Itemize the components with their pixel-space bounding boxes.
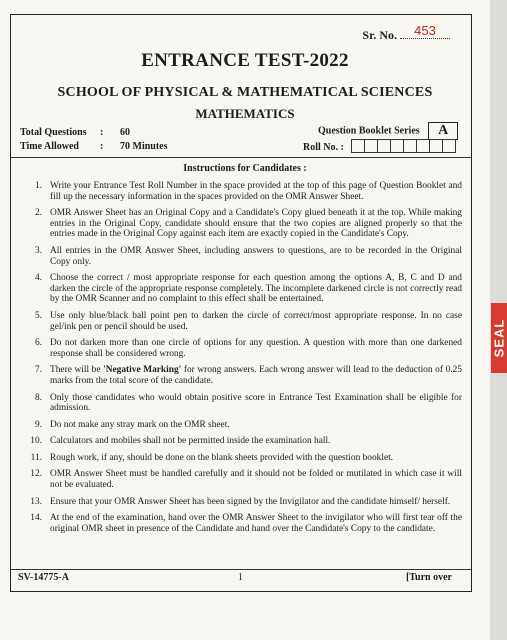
instruction-item	[22, 273, 462, 305]
roll-digit-box[interactable]	[390, 139, 404, 153]
roll-number-boxes[interactable]	[352, 139, 456, 156]
instruction-text: OMR Answer Sheet must be handled carefully and it should not be folded or mutilated in which case it will not be evaluated.	[50, 469, 462, 491]
instruction-text: Use only blue/black ball point pen to darken the circle of correct/most appropriate response. In no case gel/ink pen or pencil should be used.	[50, 310, 462, 332]
instruction-text: All entries in the OMR Answer Sheet, including answers to questions, are to be recorded in the Original Copy only.	[50, 245, 462, 267]
instruction-text: Choose the correct / most appropriate response for each question among the options A, B, C and D and darken the circle of the appropriate response completely. The incomplete darkened circle is not correctly read by the OMR Scanner and no complaint to this effect shall be entertained.	[50, 273, 462, 305]
booklet-series-box: A	[428, 122, 458, 140]
instruction-item	[22, 311, 462, 332]
colon: :	[100, 141, 104, 152]
time-allowed-label: Time Allowed	[20, 141, 79, 152]
page-number: 1	[238, 572, 243, 583]
instruction-text: Write your Entrance Test Roll Number in the space provided at the top of this page of Question Booklet and fill up the necessary information in the spaces provided on the OMR Answer Sheet.	[50, 181, 462, 202]
booklet-series-label: Question Booklet Series	[318, 125, 420, 137]
instruction-number: 12.	[30, 469, 42, 480]
instruction-text-pre: There will be	[50, 365, 104, 376]
instructions-list	[22, 181, 462, 540]
instruction-text: Ensure that your OMR Answer Sheet has been signed by the Invigilator and the candidate himself/ herself.	[50, 496, 451, 507]
header-divider	[11, 157, 471, 158]
instruction-item	[22, 208, 462, 240]
instruction-text: OMR Answer Sheet has an Original Copy and a Candidate's Copy glued beneath it at the top. While making entries in the Original Copy, candidate should ensure that the two copies are aligned properly so that the entries made in the Original Copy against each item are exactly copied in the Candidate's Copy.	[50, 208, 462, 240]
instruction-item	[22, 469, 462, 490]
instruction-text: Do not darken more than one circle of options for any question. A question with more than one darkened response shall be considered wrong.	[50, 338, 462, 359]
instructions-heading: Instructions for Candidates :	[183, 163, 307, 174]
instruction-item	[22, 246, 462, 267]
instruction-number: 1.	[34, 181, 42, 191]
roll-digit-box[interactable]	[377, 139, 391, 153]
instruction-text: for wrong answers. Each wrong answer will lead to the deduction of 0.25 marks from the total score of the candidate.	[50, 365, 462, 386]
instruction-item	[22, 436, 462, 447]
roll-digit-box[interactable]	[416, 139, 430, 153]
roll-digit-box[interactable]	[403, 139, 417, 153]
instruction-number: 14.	[30, 513, 42, 524]
total-questions-row	[20, 127, 130, 138]
instruction-item	[22, 338, 462, 359]
instruction-number: 7.	[34, 365, 42, 376]
instruction-text: Only those candidates who would obtain positive score in Entrance Test Examination shall be eligible for admission.	[50, 392, 462, 414]
instruction-item	[22, 365, 462, 386]
serial-number	[362, 23, 450, 43]
booklet-code: SV-14775-A	[18, 572, 69, 583]
instruction-number: 2.	[34, 208, 42, 219]
instruction-number: 4.	[34, 273, 42, 284]
seal-sticker	[491, 303, 507, 373]
total-questions-label: Total Questions	[20, 127, 87, 138]
serial-number-label: Sr. No.	[362, 28, 397, 42]
roll-digit-box[interactable]	[429, 139, 443, 153]
school-name: SCHOOL OF PHYSICAL & MATHEMATICAL SCIENCES	[57, 85, 433, 100]
exam-title: ENTRANCE TEST-2022	[141, 50, 349, 71]
roll-number-label: Roll No. :	[303, 141, 344, 153]
total-questions-value: 60	[120, 127, 130, 138]
instruction-text: At the end of the examination, hand over the OMR Answer Sheet to the invigilator who will first tear off the original OMR sheet in presence of the Candidate and hand over the Candidate's Copy to the candidate.	[50, 513, 462, 534]
instruction-number: 9.	[34, 419, 42, 430]
colon: :	[100, 127, 104, 138]
roll-digit-box[interactable]	[364, 139, 378, 153]
instruction-number: 8.	[34, 392, 42, 403]
roll-digit-box[interactable]	[351, 139, 365, 153]
serial-number-value: 453	[400, 23, 450, 39]
instruction-number: 13.	[30, 496, 42, 507]
instruction-item	[22, 420, 462, 431]
instruction-text: Do not make any stray mark on the OMR sheet.	[50, 419, 230, 430]
footer-divider	[11, 569, 471, 570]
roll-number	[303, 139, 456, 156]
instruction-number: 5.	[34, 310, 42, 321]
instruction-item	[22, 181, 462, 202]
instruction-item	[22, 393, 462, 414]
roll-digit-box[interactable]	[442, 139, 456, 153]
instruction-number: 11.	[30, 452, 42, 463]
instruction-item	[22, 497, 462, 508]
instruction-number: 3.	[34, 245, 42, 256]
booklet-series	[318, 122, 458, 140]
negative-marking-emphasis: 'Negative Marking'	[103, 365, 182, 376]
subject-name: MATHEMATICS	[195, 106, 295, 121]
instruction-item	[22, 513, 462, 534]
instruction-text: Rough work, if any, should be done on the blank sheets provided with the question booklet.	[50, 452, 394, 463]
instruction-text: Calculators and mobiles shall not be permitted inside the examination hall.	[50, 436, 331, 447]
instruction-number: 10.	[30, 436, 42, 447]
time-allowed-value: 70 Minutes	[120, 141, 168, 152]
seal-label: SEAL	[491, 318, 507, 358]
time-allowed-row	[20, 141, 168, 152]
instruction-number: 6.	[34, 338, 42, 349]
instruction-item	[22, 453, 462, 464]
turn-over-note: [Turn over	[405, 572, 452, 583]
